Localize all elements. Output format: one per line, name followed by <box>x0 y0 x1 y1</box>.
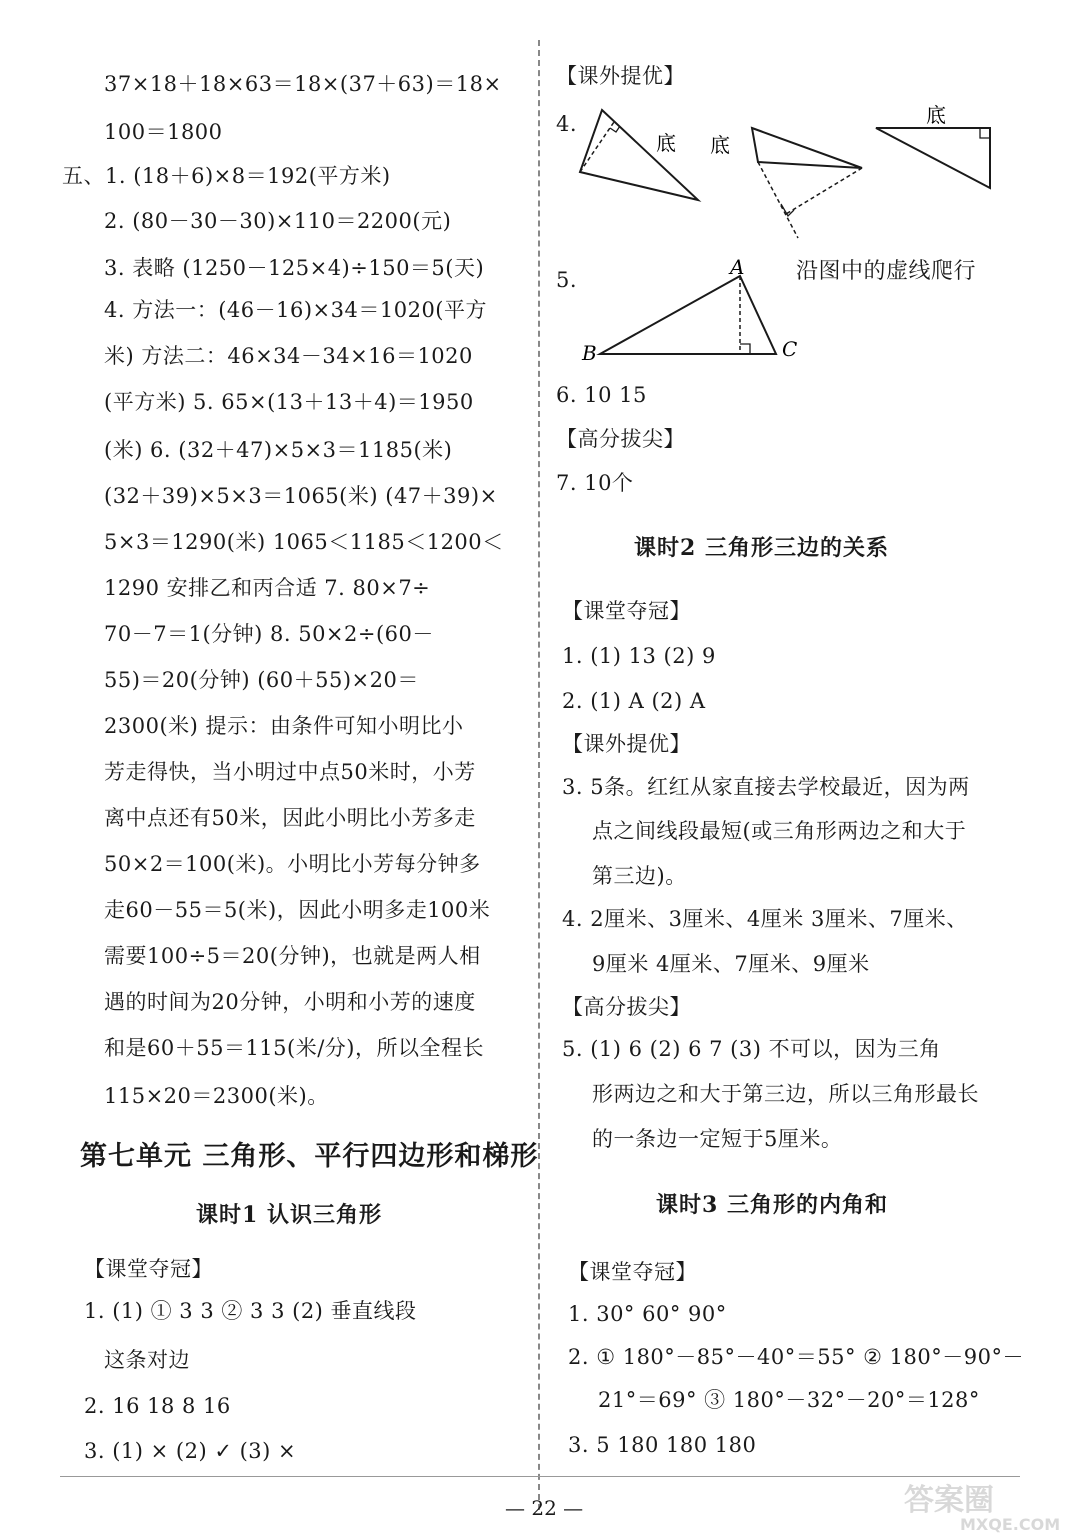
svg-text:MXQE.COM: MXQE.COM <box>960 1515 1061 1534</box>
lesson2-line-8: 9厘米 4厘米、7厘米、9厘米 <box>592 952 870 976</box>
left-line-9: (32＋39)×5×3＝1065(米) (47＋39)× <box>104 484 498 508</box>
lesson2-line-3: 【课外提优】 <box>562 732 691 756</box>
right-line-2: 5. <box>556 268 578 292</box>
lesson3-line-1: 1. 30° 60° 90° <box>568 1302 727 1326</box>
lesson3-line-3: 21°＝69° ③ 180°－32°－20°＝128° <box>598 1388 980 1412</box>
left-line-4: 3. 表略 (1250－125×4)÷150＝5(天) <box>104 256 485 280</box>
lesson3-line-0: 【课堂夺冠】 <box>568 1260 697 1284</box>
unit-title: 第七单元 三角形、平行四边形和梯形 <box>80 1141 539 1172</box>
left-line-17: 50×2＝100(米)。小明比小芳每分钟多 <box>104 852 481 876</box>
right-line-1: 4. <box>556 112 578 136</box>
lesson2-line-2: 2. (1) A (2) A <box>562 689 706 713</box>
left-line-18: 走60－55＝5(米)，因此小明多走100米 <box>104 898 491 922</box>
right-line-4: 【高分拔尖】 <box>556 427 685 451</box>
svg-text:答案圈: 答案圈 <box>904 1483 994 1518</box>
left-line-8: (米) 6. (32＋47)×5×3＝1185(米) <box>104 438 453 462</box>
lesson2-line-1: 1. (1) 13 (2) 9 <box>562 644 716 668</box>
right-line-3: 6. 10 15 <box>556 383 647 407</box>
lesson2-line-9: 【高分拔尖】 <box>562 995 691 1019</box>
triangle-1 <box>580 110 698 200</box>
page-number: — 22 — <box>505 1496 584 1520</box>
lesson1-line-3: 2. 16 18 8 16 <box>84 1394 231 1418</box>
right-line-0: 【课外提优】 <box>556 64 685 88</box>
triangle-figures-q4 <box>570 100 1000 250</box>
left-line-1: 100＝1800 <box>104 120 223 144</box>
left-line-22: 115×20＝2300(米)。 <box>104 1084 329 1108</box>
footer-rule <box>60 1476 1020 1477</box>
lesson2-line-0: 【课堂夺冠】 <box>562 599 691 623</box>
vertex-A: A <box>730 255 745 279</box>
left-line-3: 2. (80－30－30)×110＝2200(元) <box>104 209 452 233</box>
left-line-7: (平方米) 5. 65×(13＋13＋4)＝1950 <box>104 390 474 414</box>
lesson1-line-0: 【课堂夺冠】 <box>84 1257 213 1281</box>
lesson3-title: 课时3 三角形的内角和 <box>656 1192 888 1218</box>
triangle-3 <box>876 103 990 188</box>
left-line-2: 五、1. (18＋6)×8＝192(平方米) <box>62 164 391 188</box>
base-label-3: 底 <box>926 103 946 127</box>
right-line-5: 7. 10个 <box>556 471 634 495</box>
base-label-2: 底 <box>710 133 730 157</box>
lesson2-line-7: 4. 2厘米、3厘米、4厘米 3厘米、7厘米、 <box>562 907 968 931</box>
lesson1-title: 课时1 认识三角形 <box>196 1202 382 1228</box>
left-line-15: 芳走得快，当小明过中点50米时，小芳 <box>104 760 476 784</box>
lesson1-line-2: 这条对边 <box>104 1348 190 1372</box>
lesson1-line-1: 1. (1) ① 3 3 ② 3 3 (2) 垂直线段 <box>84 1299 417 1323</box>
column-divider <box>538 40 540 1510</box>
left-line-10: 5×3＝1290(米) 1065＜1185＜1200＜ <box>104 530 504 554</box>
left-line-5: 4. 方法一：(46－16)×34＝1020(平方 <box>104 298 487 322</box>
left-line-6: 米) 方法二：46×34－34×16＝1020 <box>104 344 473 368</box>
left-line-11: 1290 安排乙和丙合适 7. 80×7÷ <box>104 576 431 600</box>
q5-note: 沿图中的虚线爬行 <box>796 259 977 284</box>
left-line-0: 37×18＋18×63＝18×(37＋63)＝18× <box>104 72 502 96</box>
lesson2-line-11: 形两边之和大于第三边，所以三角形最长 <box>592 1082 979 1106</box>
lesson2-line-5: 点之间线段最短(或三角形两边之和大于 <box>592 819 967 843</box>
left-line-13: 55)＝20(分钟) (60＋55)×20＝ <box>104 668 419 692</box>
lesson2-line-10: 5. (1) 6 (2) 6 7 (3) 不可以，因为三角 <box>562 1037 941 1061</box>
left-line-14: 2300(米) 提示：由条件可知小明比小 <box>104 714 464 738</box>
left-line-20: 遇的时间为20分钟，小明和小芳的速度 <box>104 990 476 1014</box>
lesson2-line-12: 的一条边一定短于5厘米。 <box>592 1127 843 1151</box>
lesson2-title: 课时2 三角形三边的关系 <box>634 535 889 561</box>
left-line-21: 和是60＋55＝115(米/分)，所以全程长 <box>104 1036 484 1060</box>
lesson3-line-4: 3. 5 180 180 180 <box>568 1433 757 1457</box>
left-line-12: 70－7＝1(分钟) 8. 50×2÷(60－ <box>104 622 434 646</box>
lesson2-line-4: 3. 5条。红红从家直接去学校最近，因为两 <box>562 775 970 799</box>
vertex-B: B <box>582 341 597 365</box>
lesson3-line-2: 2. ① 180°－85°－40°＝55° ② 180°－90°－ <box>568 1345 1024 1369</box>
triangle-2 <box>710 128 862 238</box>
vertex-C: C <box>782 337 798 361</box>
lesson1-line-4: 3. (1) × (2) ✓ (3) × <box>84 1439 297 1463</box>
watermark-logo <box>900 1480 1072 1534</box>
left-line-16: 离中点还有50米，因此小明比小芳多走 <box>104 806 476 830</box>
lesson2-line-6: 第三边)。 <box>592 864 687 888</box>
left-line-19: 需要100÷5＝20(分钟)，也就是两人相 <box>104 944 481 968</box>
triangle-figure-q5 <box>578 255 808 368</box>
base-label-1: 底 <box>656 131 676 155</box>
